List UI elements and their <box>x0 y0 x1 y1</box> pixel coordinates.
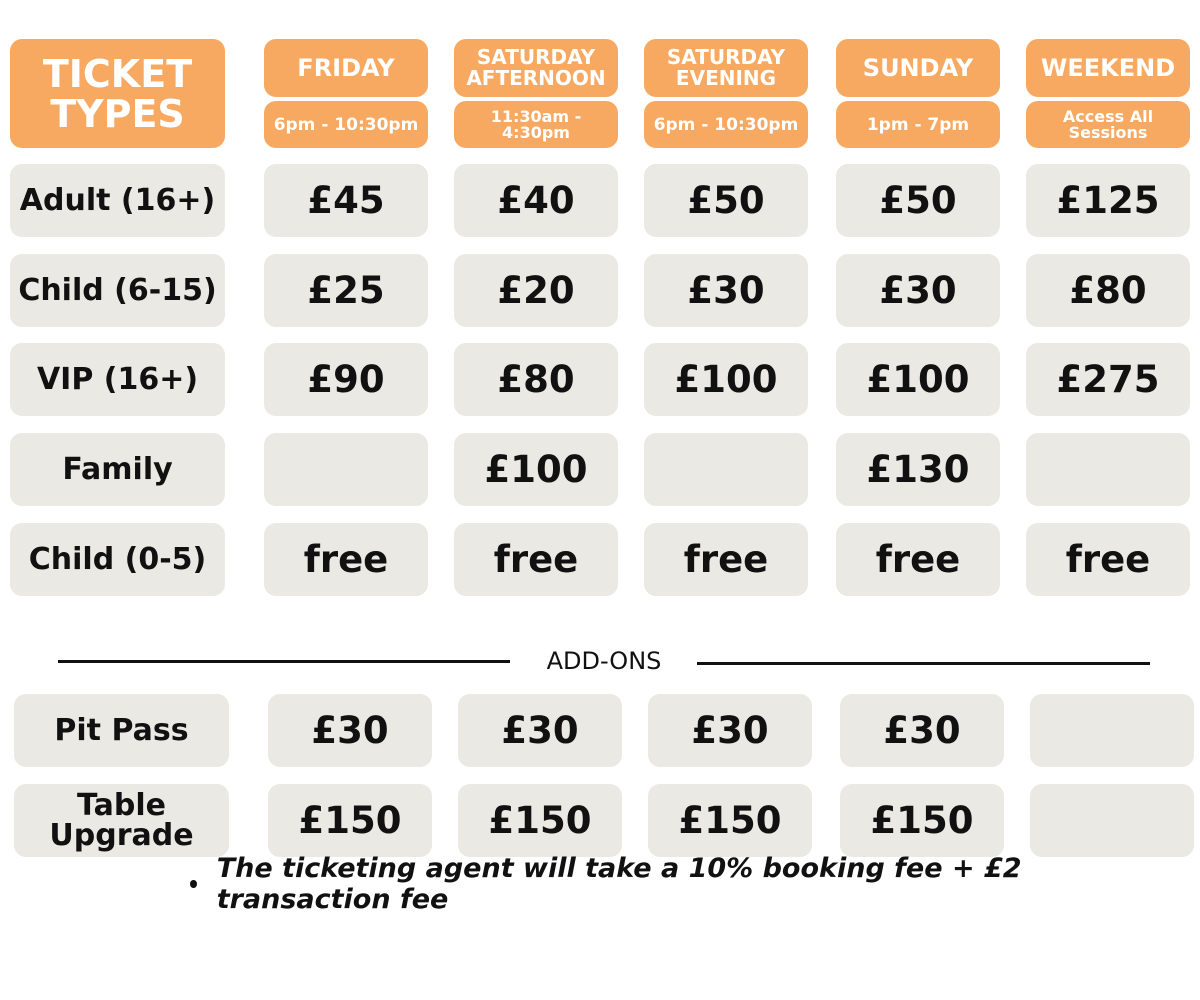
booking-fee-text: The ticketing agent will take a 10% booking fee + £2 transaction fee <box>216 853 1022 915</box>
price-cell: £40 <box>454 164 618 237</box>
price-cell: free <box>836 523 1000 596</box>
price-cell: £30 <box>836 254 1000 327</box>
price-cell: £50 <box>836 164 1000 237</box>
price-cell: £30 <box>644 254 808 327</box>
row-label: Child (6-15) <box>10 254 225 327</box>
price-cell: £45 <box>264 164 428 237</box>
price-cell: free <box>454 523 618 596</box>
bullet-icon <box>190 880 197 888</box>
price-cell <box>1026 433 1190 506</box>
price-cell: £90 <box>264 343 428 416</box>
column-header-friday: FRIDAY <box>264 39 428 97</box>
price-cell: £30 <box>458 694 622 767</box>
row-label: Table Upgrade <box>14 784 229 857</box>
column-time-weekend: Access All Sessions <box>1026 101 1190 148</box>
price-cell: £150 <box>268 784 432 857</box>
column-time-sunday: 1pm - 7pm <box>836 101 1000 148</box>
booking-fee-note <box>190 853 1090 915</box>
price-cell: £275 <box>1026 343 1190 416</box>
price-cell: £80 <box>454 343 618 416</box>
price-cell: £20 <box>454 254 618 327</box>
row-label: Child (0-5) <box>10 523 225 596</box>
price-cell: free <box>264 523 428 596</box>
price-cell: £125 <box>1026 164 1190 237</box>
price-cell: £25 <box>264 254 428 327</box>
column-header-weekend: WEEKEND <box>1026 39 1190 97</box>
price-cell: £30 <box>268 694 432 767</box>
price-cell: £30 <box>648 694 812 767</box>
row-label: Adult (16+) <box>10 164 225 237</box>
price-cell: £80 <box>1026 254 1190 327</box>
column-time-friday: 6pm - 10:30pm <box>264 101 428 148</box>
price-cell: £150 <box>648 784 812 857</box>
price-cell: £150 <box>458 784 622 857</box>
price-cell <box>264 433 428 506</box>
ticket-types-title: TICKET TYPES <box>10 39 225 148</box>
price-cell: free <box>1026 523 1190 596</box>
price-cell: £130 <box>836 433 1000 506</box>
addons-heading: ADD-ONS <box>546 647 662 675</box>
column-time-saturday-afternoon: 11:30am - 4:30pm <box>454 101 618 148</box>
divider-left <box>58 660 510 663</box>
divider-right <box>697 662 1150 665</box>
column-time-saturday-evening: 6pm - 10:30pm <box>644 101 808 148</box>
price-cell: £150 <box>840 784 1004 857</box>
column-header-sunday: SUNDAY <box>836 39 1000 97</box>
price-cell: £50 <box>644 164 808 237</box>
column-header-saturday-evening: SATURDAY EVENING <box>644 39 808 97</box>
price-cell: £30 <box>840 694 1004 767</box>
price-cell: £100 <box>644 343 808 416</box>
price-cell <box>644 433 808 506</box>
price-cell: £100 <box>454 433 618 506</box>
column-header-saturday-afternoon: SATURDAY AFTERNOON <box>454 39 618 97</box>
price-cell: free <box>644 523 808 596</box>
price-cell <box>1030 694 1194 767</box>
price-cell: £100 <box>836 343 1000 416</box>
row-label: Pit Pass <box>14 694 229 767</box>
row-label: Family <box>10 433 225 506</box>
price-cell <box>1030 784 1194 857</box>
row-label: VIP (16+) <box>10 343 225 416</box>
